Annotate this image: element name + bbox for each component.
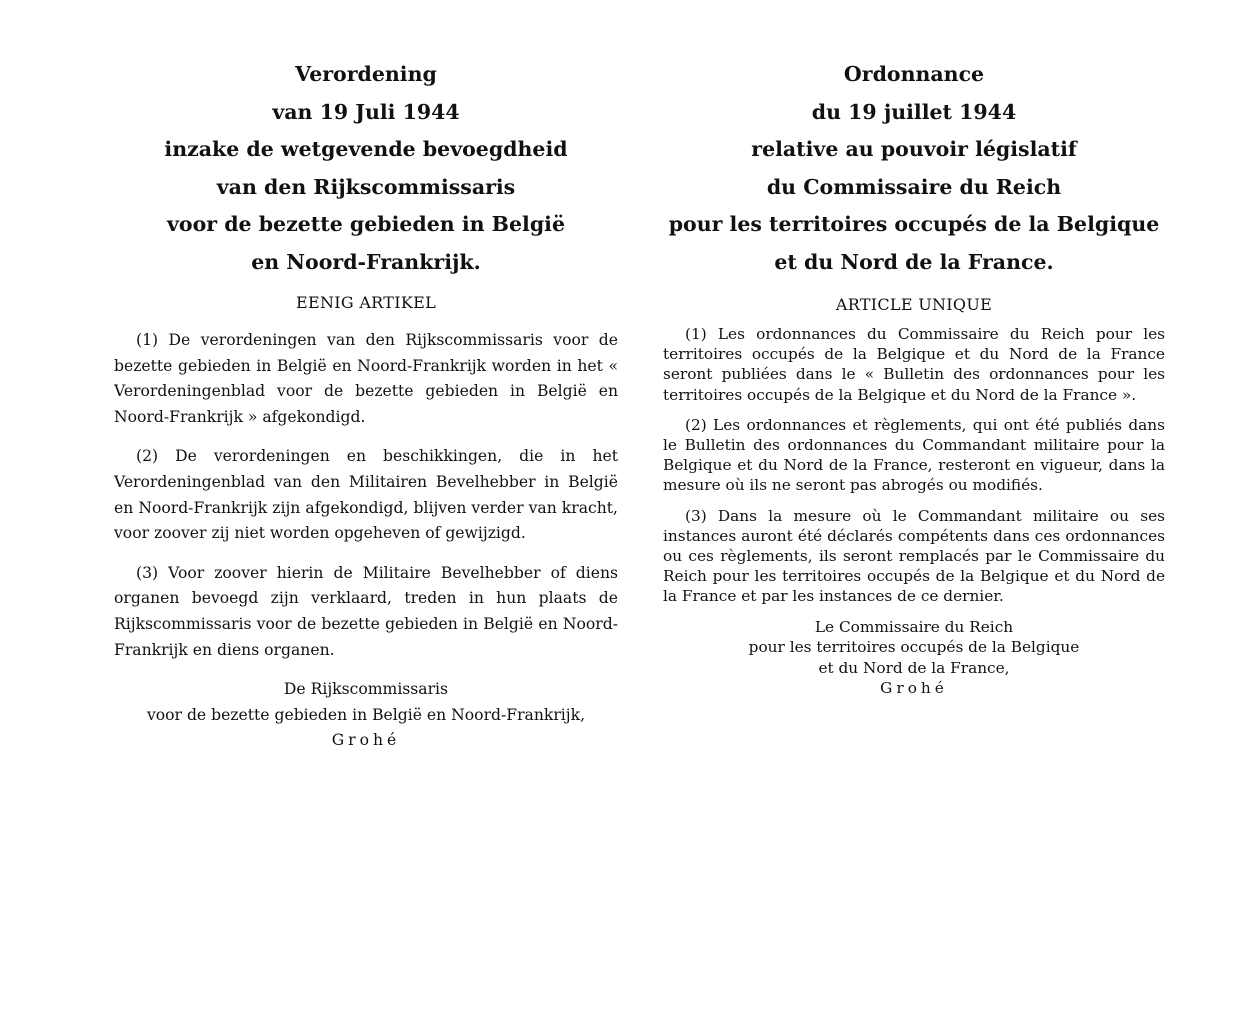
french-signature-line: et du Nord de la France,	[818, 658, 1010, 677]
french-title-line: Ordonnance	[843, 62, 985, 86]
dutch-title	[114, 56, 618, 281]
dutch-signature-block	[114, 677, 618, 754]
french-signature-line: pour les territoires occupés de la Belgique	[748, 638, 1080, 657]
dutch-signer-name: Grohé	[331, 731, 401, 750]
french-title	[663, 56, 1165, 281]
dutch-signature-line: voor de bezette gebieden in België en Noord-Frankrijk,	[146, 705, 586, 724]
dutch-title-line: inzake de wetgevende bevoegdheid	[164, 137, 568, 161]
dutch-title-line: voor de bezette gebieden in België	[167, 212, 565, 236]
french-title-line: pour les territoires occupés de la Belgique	[668, 212, 1160, 236]
dutch-title-line: Verordening	[295, 62, 437, 86]
dutch-paragraph-1: (1) De verordeningen van den Rijkscommissaris voor de bezette gebieden in België en Noord-Frankrijk worden in het « Verordeningenblad voor de bezette gebieden in België en Noord-Frankrijk » afgekondigd.	[114, 331, 618, 426]
french-title-line: du 19 juillet 1944	[811, 99, 1017, 124]
dutch-title-line: van 19 Juli 1944	[272, 99, 460, 124]
french-paragraph-1: (1) Les ordonnances du Commissaire du Reich pour les territoires occupés de la Belgique et du Nord de la France seront publiées dans le « Bulletin des ordonnances pour les territoires occupés de la Belgique et du Nord de la France ».	[663, 325, 1165, 404]
french-paragraph-3: (3) Dans la mesure où le Commandant militaire ou ses instances auront été déclarés compétents dans ces ordonnances ou ces règlements, ils seront remplacés par le Commissaire du Reich pour les territoires occupés de la Belgique et du Nord de la France et par les instances de ce dernier.	[663, 506, 1165, 606]
dutch-article-heading: EENIG ARTIKEL	[295, 293, 437, 312]
french-title-line: relative au pouvoir législatif	[751, 137, 1077, 161]
dutch-title-line: van den Rijkscommissaris	[216, 174, 516, 199]
french-title-line: du Commissaire du Reich	[766, 174, 1062, 199]
french-column	[663, 56, 1165, 699]
french-paragraph-2: (2) Les ordonnances et règlements, qui ont été publiés dans le Bulletin des ordonnances du Commandant militaire pour la Belgique et du Nord de la France, resteront en vigueur, dans la mesure où ils ne seront pas abrogés ou modifiés.	[663, 415, 1165, 495]
french-signer-name: Grohé	[880, 679, 948, 698]
dutch-signature-line: De Rijkscommissaris	[283, 680, 449, 699]
dutch-paragraph-3: (3) Voor zoover hierin de Militaire Bevelhebber of diens organen bevoegd zijn verklaard, treden in hun plaats de Rijkscommissaris voor de bezette gebieden in België en Noord-Frankrijk en diens organen.	[114, 563, 618, 659]
dutch-column	[114, 56, 618, 754]
dutch-paragraph-2: (2) De verordeningen en beschikkingen, die in het Verordeningenblad van den Militairen Bevelhebber in België en Noord-Frankrijk zijn afgekondigd, blijven verder van kracht, voor zoover zij niet worden opgeheven of gewijzigd.	[114, 447, 618, 543]
french-signature-line: Le Commissaire du Reich	[814, 617, 1014, 636]
french-article-heading: ARTICLE UNIQUE	[835, 295, 993, 314]
french-signature-block	[663, 617, 1165, 699]
french-title-line: et du Nord de la France.	[774, 249, 1054, 274]
dutch-title-line: en Noord-Frankrijk.	[251, 249, 481, 274]
